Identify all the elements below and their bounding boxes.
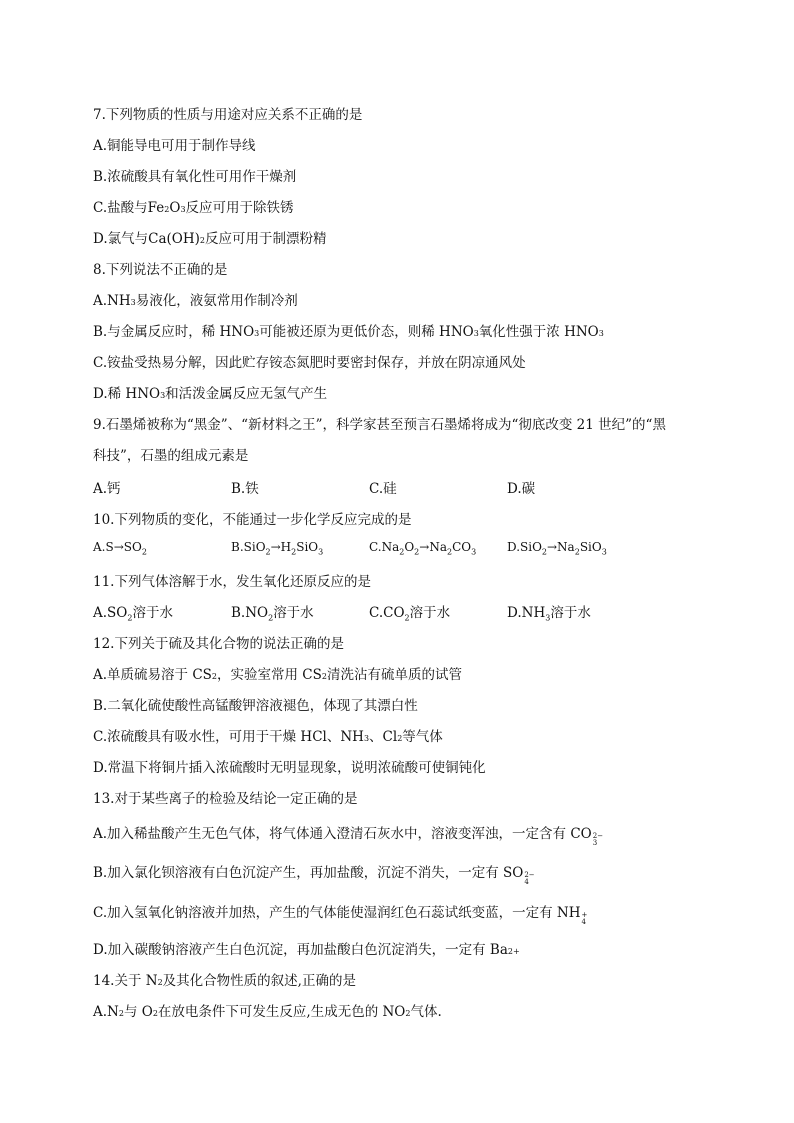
q8-option-d: D.稀 HNO 3 和活泼金属反应无氢气产生 (93, 386, 328, 402)
q7-option-b: B.浓硫酸具有氧化性可用作干燥剂 (93, 169, 297, 185)
q9-option-a: A.钙 (93, 481, 121, 497)
q9-option-d: D.碳 (507, 481, 536, 497)
q11-option-d: $D.NH_3$溶于水 (507, 605, 591, 623)
q9-options (93, 477, 645, 497)
q11-options (93, 601, 645, 621)
question-10-stem: 10.下列物质的变化，不能通过一步化学反应完成的是 (93, 512, 412, 528)
q9-option-b: B.铁 (231, 481, 259, 497)
q10-option-d: $D.SiO_2\to Na_2SiO_3$ (507, 540, 607, 557)
q12-option-d: D.常温下将铜片插入浓硫酸时无明显现象，说明浓硫酸可使铜钝化 (93, 760, 486, 776)
question-11-stem: 11.下列气体溶解于水，发生氧化还原反应的是 (93, 574, 371, 590)
q14-option-a: A.N 2 与 O 2 在放电条件下可发生反应,生成无色的 NO 2 气体. (93, 1004, 442, 1020)
q10-option-a: $A.S\to SO_2$ (93, 540, 147, 557)
q11-option-c: $C.CO_2$溶于水 (369, 605, 451, 623)
q8-option-a: A.NH 3 易液化，液氨常用作制冷剂 (93, 293, 298, 309)
question-12-stem: 12.下列关于硫及其化合物的说法正确的是 (93, 636, 344, 652)
q13-option-b: B.加入氯化钡溶液有白色沉淀产生，再加盐酸，沉淀不消失，一定有 SO 2− 4 (93, 865, 535, 886)
q7-option-c: C.盐酸与Fe 2 O 3 反应可用于除铁锈 (93, 200, 294, 216)
question-8-stem: 8.下列说法不正确的是 (93, 262, 228, 278)
q13-option-a: A.加入稀盐酸产生无色气体，将气体通入澄清石灰水中，溶液变浑浊，一定含有 CO 2− 3 (93, 826, 604, 847)
q13-option-c: C.加入氢氧化钠溶液并加热，产生的气体能使湿润红色石蕊试纸变蓝，一定有 NH + 4 (93, 905, 588, 926)
q7-option-a: A.铜能导电可用于制作导线 (93, 138, 256, 154)
question-13-stem: 13.对于某些离子的检验及结论一定正确的是 (93, 791, 358, 807)
q7-option-d: D.氯气与Ca(OH) 2 反应可用于制漂粉精 (93, 231, 327, 247)
q11-option-b: $B.NO_2$溶于水 (231, 605, 314, 623)
q10-option-c: $C.Na_2O_2\to Na_2CO_3$ (369, 540, 477, 557)
question-9-stem-line1: 9.石墨烯被称为“黑金”、“新材料之王”，科学家甚至预言石墨烯将成为“彻底改变 21 世纪”的“黑 (93, 417, 666, 433)
q11-option-a: $A.SO_2$溶于水 (93, 605, 173, 623)
q9-option-c: C.硅 (369, 481, 397, 497)
q13-option-d: D.加入碳酸钠溶液产生白色沉淀，再加盐酸白色沉淀消失，一定有 Ba 2+ (93, 942, 520, 958)
question-7-stem: 7.下列物质的性质与用途对应关系不正确的是 (93, 107, 363, 123)
question-14-stem: 14.关于 N 2 及其化合物性质的叙述,正确的是 (93, 973, 356, 989)
q12-option-a: A.单质硫易溶于 CS 2 ，实验室常用 CS 2 清洗沾有硫单质的试管 (93, 667, 462, 683)
q12-option-c: C.浓硫酸具有吸水性，可用于干燥 HCl、NH 3 、Cl 2 等气体 (93, 729, 443, 745)
q12-option-b: B.二氧化硫使酸性高锰酸钾溶液褪色，体现了其漂白性 (93, 698, 418, 714)
question-9-stem-line2: 科技”，石墨的组成元素是 (93, 448, 249, 464)
q10-option-b: $B.SiO_2\to H_2SiO_3$ (231, 540, 324, 557)
q10-options (93, 540, 645, 557)
q8-option-c: C.铵盐受热易分解，因此贮存铵态氮肥时要密封保存，并放在阴凉通风处 (93, 355, 526, 371)
q8-option-b: B.与金属反应时，稀 HNO 3 可能被还原为更低价态，则稀 HNO 3 氧化性强于浓 HNO 3 (93, 324, 604, 340)
